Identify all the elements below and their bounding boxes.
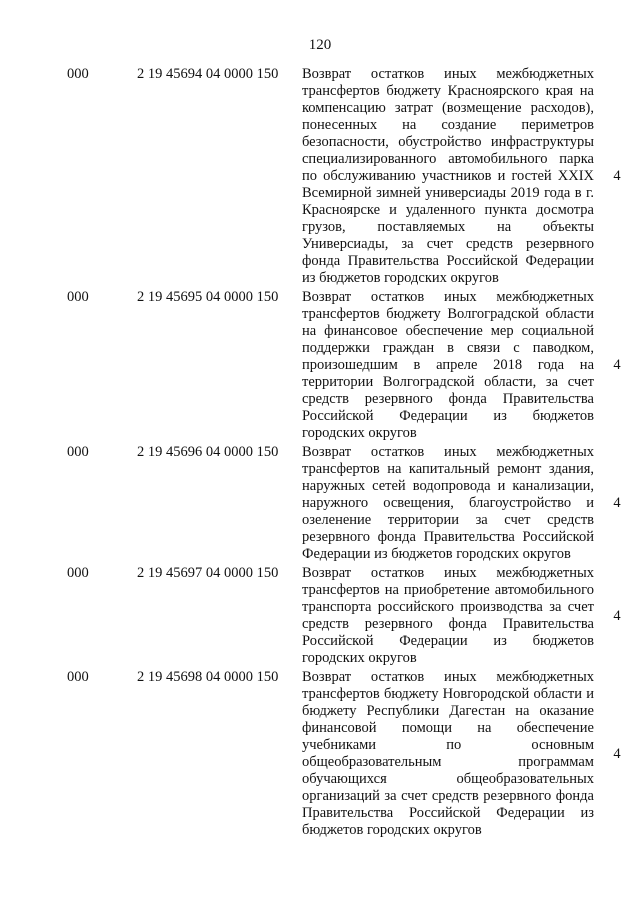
income-name-cell: Возврат остатков иных межбюджетных трансфертов бюджету Красноярского края на компенсацию затрат (возмещение расходов), понесенных на создание периметров безопасности, обустройство инфраструктуры специализированного автомобильного парка по обслуживанию участников и гостей XXIX Всемирной зимней универсиады 2019 года в г. Красноярске и удаленного пункта досмотра грузов, поставляемых на объекты Универсиады, за счет средств резервного фонда Правительства Российской Федерации из бюджетов городских округов	[302, 66, 594, 286]
table-row	[0, 565, 640, 667]
group-cell: 4	[613, 495, 621, 511]
group-cell: 4	[613, 357, 621, 373]
group-cell: 4	[613, 607, 621, 624]
group-cell: 4	[613, 168, 621, 184]
admin-code-cell: 000	[67, 444, 89, 460]
table-row	[0, 444, 640, 563]
admin-code-cell: 000	[67, 669, 89, 685]
income-name-cell: Возврат остатков иных межбюджетных трансфертов бюджету Новгородской области и бюджету Республики Дагестан на оказание финансовой помощи на обеспечение учебниками по основным общеобразовательным программам обучающихся общеобразовательных организаций за счет средств резервного фонда Правительства Российской Федерации из бюджетов городских округов	[302, 669, 594, 838]
table-row	[0, 669, 640, 839]
table-row	[0, 289, 640, 442]
group-cell: 4	[613, 745, 621, 762]
admin-code-cell: 000	[67, 66, 89, 82]
income-name-cell: Возврат остатков иных межбюджетных трансфертов на приобретение автомобильного транспорта российского производства за счет средств резервного фонда Правительства Российской Федерации из бюджетов городских округов	[302, 565, 594, 666]
income-name-cell: Возврат остатков иных межбюджетных трансфертов на капитальный ремонт здания, наружных сетей водопровода и канализации, наружного освещения, благоустройство и озеленение территории за счет средств резервного фонда Правительства Российской Федерации из бюджетов городских округов	[302, 444, 594, 562]
budget-code-cell: 2 19 45696 04 0000 150	[137, 444, 279, 460]
income-name-cell: Возврат остатков иных межбюджетных трансфертов бюджету Волгоградской области на финансовое обеспечение мер социальной поддержки граждан в связи с паводком, произошедшим в апреле 2018 года на территории Волгоградской области, за счет средств резервного фонда Правительства Российской Федерации из бюджетов городских округов	[302, 289, 594, 441]
budget-code-cell: 2 19 45694 04 0000 150	[137, 66, 279, 82]
page-number: 120	[308, 37, 332, 53]
table-row	[0, 66, 640, 287]
budget-code-cell: 2 19 45695 04 0000 150	[137, 289, 279, 305]
budget-code-cell: 2 19 45698 04 0000 150	[137, 669, 279, 685]
budget-code-cell: 2 19 45697 04 0000 150	[137, 565, 279, 581]
admin-code-cell: 000	[67, 289, 89, 305]
budget-codes-table	[0, 66, 640, 841]
admin-code-cell: 000	[67, 565, 89, 581]
